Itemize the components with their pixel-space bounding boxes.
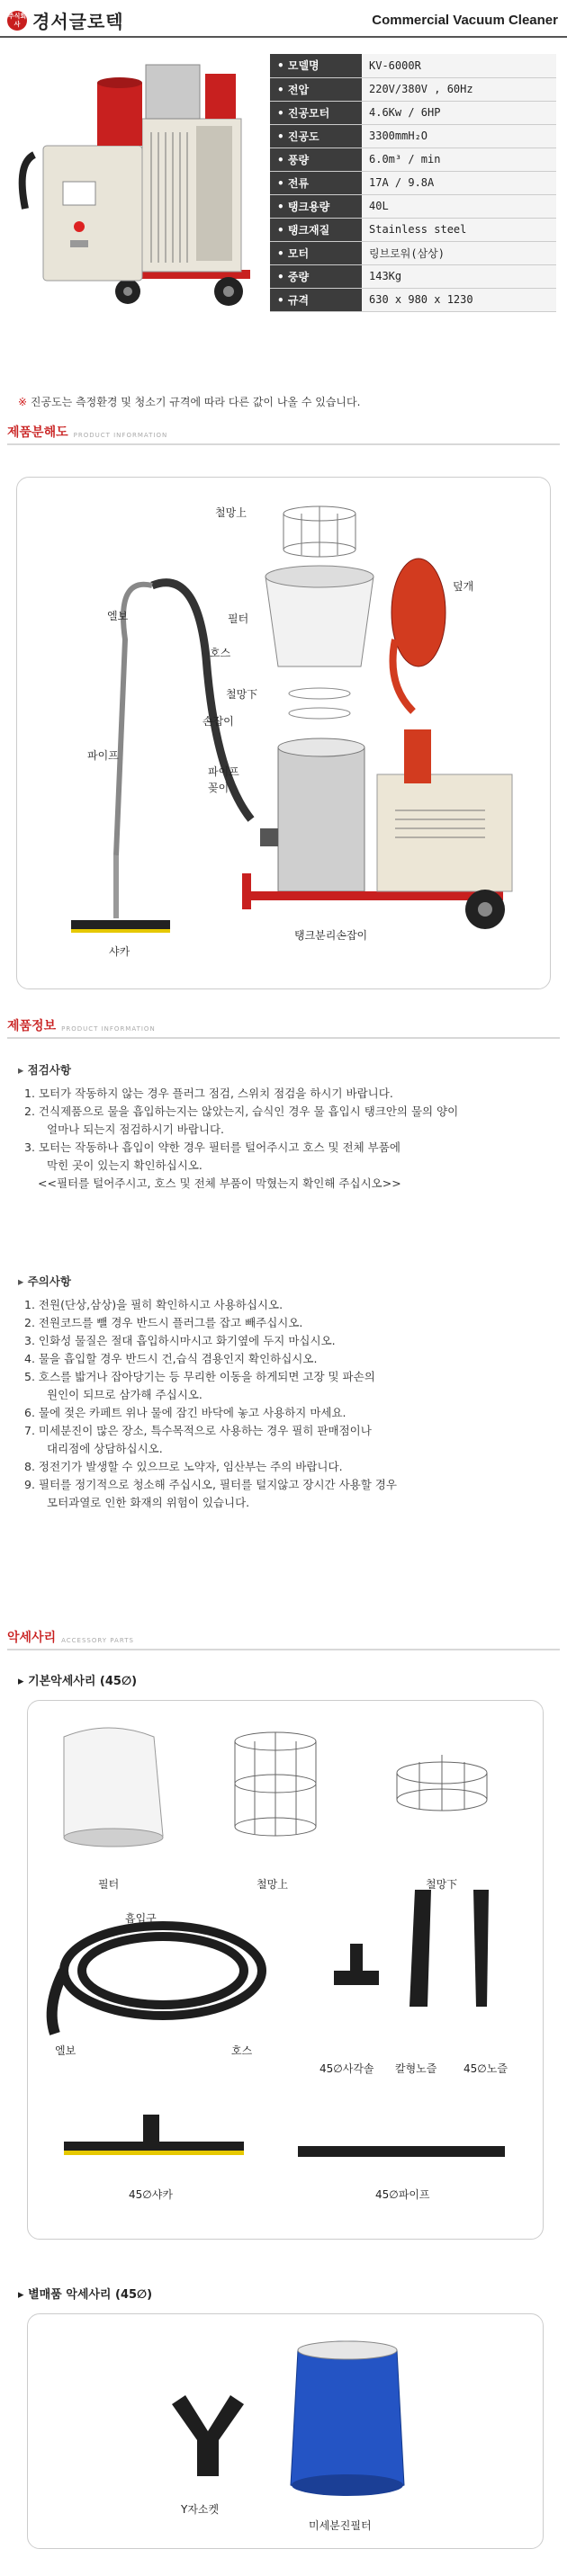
acc-label-y-socket: Y자소켓 — [181, 2503, 220, 2516]
list-number: 3. — [24, 1140, 35, 1154]
note-mark: ※ — [18, 396, 28, 408]
exploded-diagram — [17, 478, 552, 990]
label-hose: 호스 — [210, 647, 231, 659]
list-item: 원인이 되므로 삼가해 주십시오. — [47, 1388, 202, 1401]
spec-key: • 중량 — [270, 264, 362, 288]
list-number: 3. — [24, 1334, 35, 1347]
label-lid: 덮개 — [453, 580, 474, 593]
acc-label-fine-filter: 미세분진필터 — [309, 2519, 372, 2532]
header-divider — [0, 36, 567, 38]
list-item — [18, 1103, 549, 1121]
acc-label-elbow: 엘보 — [55, 2044, 76, 2057]
list-text: 전원(단상,삼상)을 필히 확인하시고 사용하십시오. — [38, 1298, 284, 1311]
list-text: 호스를 밟거나 잡아당기는 등 무리한 이동을 하게되면 고장 및 파손의 — [38, 1370, 375, 1383]
spec-key: • 탱크재질 — [270, 218, 362, 241]
label-bottom-mesh: 철망下 — [226, 688, 258, 701]
spec-key: • 모터 — [270, 241, 362, 264]
spec-value: Stainless steel — [362, 218, 556, 241]
spec-table — [270, 54, 556, 312]
list-item: 대리점에 상담하십시오. — [47, 1442, 163, 1455]
acc-label-nozzle: 45∅노즐 — [464, 2062, 508, 2075]
basic-accessory-box — [27, 1700, 544, 2240]
list-item — [18, 1296, 549, 1314]
acc-label-hose: 호스 — [231, 2044, 253, 2057]
section-header-accessory — [7, 1628, 560, 1650]
list-number: 6. — [24, 1406, 35, 1419]
list-item — [18, 1332, 549, 1350]
section-title: 제품정보 — [7, 1019, 57, 1033]
optional-accessory-heading: ▸ 별매품 악세사리 (45∅) — [18, 2285, 152, 2302]
spec-row — [270, 288, 556, 311]
section-subtitle: PRODUCT INFORMATION — [73, 432, 168, 439]
caution-block — [18, 1273, 549, 1512]
spec-row — [270, 264, 556, 288]
acc-label-bottom-mesh: 철망下 — [426, 1878, 458, 1891]
acc-label-inlet: 흡입구 — [125, 1912, 157, 1925]
list-number: 2. — [24, 1316, 35, 1329]
inspection-block — [18, 1061, 549, 1193]
list-item: 모터과열로 인한 화재의 위험이 있습니다. — [47, 1496, 250, 1509]
spec-value: 220V/380V , 60Hz — [362, 77, 556, 101]
spec-key: • 전류 — [270, 171, 362, 194]
list-number: 9. — [24, 1478, 35, 1491]
label-pipe-clamp-2: 꽂이 — [208, 782, 230, 794]
list-number: 7. — [24, 1424, 35, 1437]
list-item: 얼마나 되는지 점검하시기 바랍니다. — [47, 1123, 225, 1136]
page-title: Commercial Vacuum Cleaner — [372, 13, 558, 28]
list-item: 막힌 곳이 있는지 확인하십시오. — [47, 1158, 202, 1172]
list-number: 1. — [24, 1087, 35, 1100]
list-item — [18, 1422, 549, 1440]
section-header-exploded — [7, 423, 560, 445]
list-item — [18, 1314, 549, 1332]
optional-accessory-illustrations — [28, 2314, 544, 2550]
spec-row — [270, 241, 556, 264]
basic-accessory-heading: ▸ 기본악세사리 (45∅) — [18, 1671, 137, 1688]
spec-value: 17A / 9.8A — [362, 171, 556, 194]
spec-key: • 규격 — [270, 288, 362, 311]
list-item — [18, 1458, 549, 1476]
list-number: 4. — [24, 1352, 35, 1365]
spec-value: 6.0m³ / min — [362, 148, 556, 171]
basic-accessory-illustrations — [28, 1701, 544, 2241]
list-number: 8. — [24, 1460, 35, 1473]
spec-row — [270, 218, 556, 241]
acc-label-filter: 필터 — [98, 1878, 120, 1891]
list-text: 인화성 물질은 절대 흡입하시마시고 화기옆에 두지 마십시오. — [38, 1334, 336, 1347]
label-pipe-clamp-1: 파이프 — [208, 765, 239, 778]
spec-value: KV-6000R — [362, 54, 556, 77]
section-title: 악세사리 — [7, 1631, 57, 1645]
spec-value: 3300mmH₂O — [362, 124, 556, 148]
spec-row — [270, 54, 556, 77]
spec-key: • 모델명 — [270, 54, 362, 77]
acc-label-shaka: 45∅샤카 — [129, 2188, 173, 2201]
list-text: 모터가 작동하지 않는 경우 플러그 점검, 스위치 점검을 하시기 바랍니다. — [38, 1087, 393, 1100]
spec-row — [270, 194, 556, 218]
caution-heading: ▸ 주의사항 — [18, 1273, 549, 1291]
label-top-mesh: 철망上 — [215, 506, 248, 519]
spec-row — [270, 148, 556, 171]
list-text: 물에 젖은 카페트 위나 물에 잠긴 바닥에 놓고 사용하지 마세요. — [38, 1406, 346, 1419]
spec-row — [270, 101, 556, 124]
spec-key: • 진공모터 — [270, 101, 362, 124]
label-elbow: 엘보 — [107, 610, 129, 622]
inspection-list — [18, 1085, 549, 1175]
caution-list — [18, 1296, 549, 1512]
list-item — [18, 1368, 549, 1386]
list-text: 전원코드를 뺄 경우 반드시 플러그를 잡고 빼주십시오. — [38, 1316, 303, 1329]
section-header-info — [7, 1016, 560, 1039]
company-logo: 주식회사 — [7, 11, 27, 31]
list-number: 2. — [24, 1105, 35, 1118]
spec-value: 40L — [362, 194, 556, 218]
label-handle: 손잡이 — [202, 715, 234, 728]
list-item — [18, 1085, 549, 1103]
acc-label-pipe: 45∅파이프 — [375, 2188, 430, 2201]
spec-key: • 풍량 — [270, 148, 362, 171]
list-item — [18, 1139, 549, 1157]
spec-key: • 탱크용량 — [270, 194, 362, 218]
label-pipe: 파이프 — [87, 749, 119, 762]
label-shaka: 샤카 — [109, 945, 130, 958]
list-number: 5. — [24, 1370, 35, 1383]
product-image — [7, 47, 261, 317]
acc-label-top-mesh: 철망上 — [256, 1878, 289, 1891]
optional-accessory-box — [27, 2313, 544, 2549]
list-number: 1. — [24, 1298, 35, 1311]
label-filter: 필터 — [228, 613, 249, 625]
spec-row — [270, 171, 556, 194]
inspection-extra: <<필터를 털어주시고, 호스 및 전체 부품이 막혔는지 확인해 주십시오>> — [38, 1176, 401, 1190]
spec-key: • 전압 — [270, 77, 362, 101]
list-text: 모터는 작동하나 흡입이 약한 경우 필터를 털어주시고 호스 및 전체 부품에 — [38, 1140, 400, 1154]
acc-label-knife-nozzle: 칼형노즐 — [395, 2062, 437, 2075]
acc-label-square-nozzle: 45∅사각솔 — [320, 2062, 374, 2075]
list-text: 필터를 정기적으로 청소해 주십시오, 필터를 털지않고 장시간 사용할 경우 — [38, 1478, 397, 1491]
list-text: 물을 흡입할 경우 반드시 건,습식 겸용인지 확인하십시오. — [38, 1352, 318, 1365]
exploded-view-box — [16, 477, 551, 989]
section-title: 제품분해도 — [7, 425, 68, 440]
spec-row — [270, 77, 556, 101]
spec-note — [18, 394, 360, 409]
list-item — [18, 1404, 549, 1422]
spec-value: 링브로워(삼상) — [362, 241, 556, 264]
spec-value: 143Kg — [362, 264, 556, 288]
section-subtitle: ACCESSORY PARTS — [61, 1637, 134, 1644]
list-item — [18, 1476, 549, 1494]
list-text: 미세분진이 많은 장소, 특수목적으로 사용하는 경우 필히 판매점이나 — [38, 1424, 372, 1437]
inspection-heading: ▸ 점검사항 — [18, 1061, 549, 1079]
spec-value: 4.6Kw / 6HP — [362, 101, 556, 124]
list-text: 정전기가 발생할 수 있으므로 노약자, 임산부는 주의 바랍니다. — [38, 1460, 343, 1473]
list-text: 건식제품으로 물을 흡입하는지는 않았는지, 습식인 경우 물 흡입시 탱크안의 물의 양이 — [38, 1105, 459, 1118]
spec-value: 630 x 980 x 1230 — [362, 288, 556, 311]
company-name: 경서글로텍 — [32, 11, 124, 32]
brand — [7, 7, 124, 33]
section-subtitle: PRODUCT INFORMATION — [61, 1025, 156, 1033]
spec-key: • 진공도 — [270, 124, 362, 148]
note-text: 진공도는 측정환경 및 청소기 규격에 따라 다른 값이 나올 수 있습니다. — [30, 396, 361, 408]
label-tank-handle: 탱크분리손잡이 — [294, 929, 368, 942]
list-item — [18, 1350, 549, 1368]
spec-row — [270, 124, 556, 148]
